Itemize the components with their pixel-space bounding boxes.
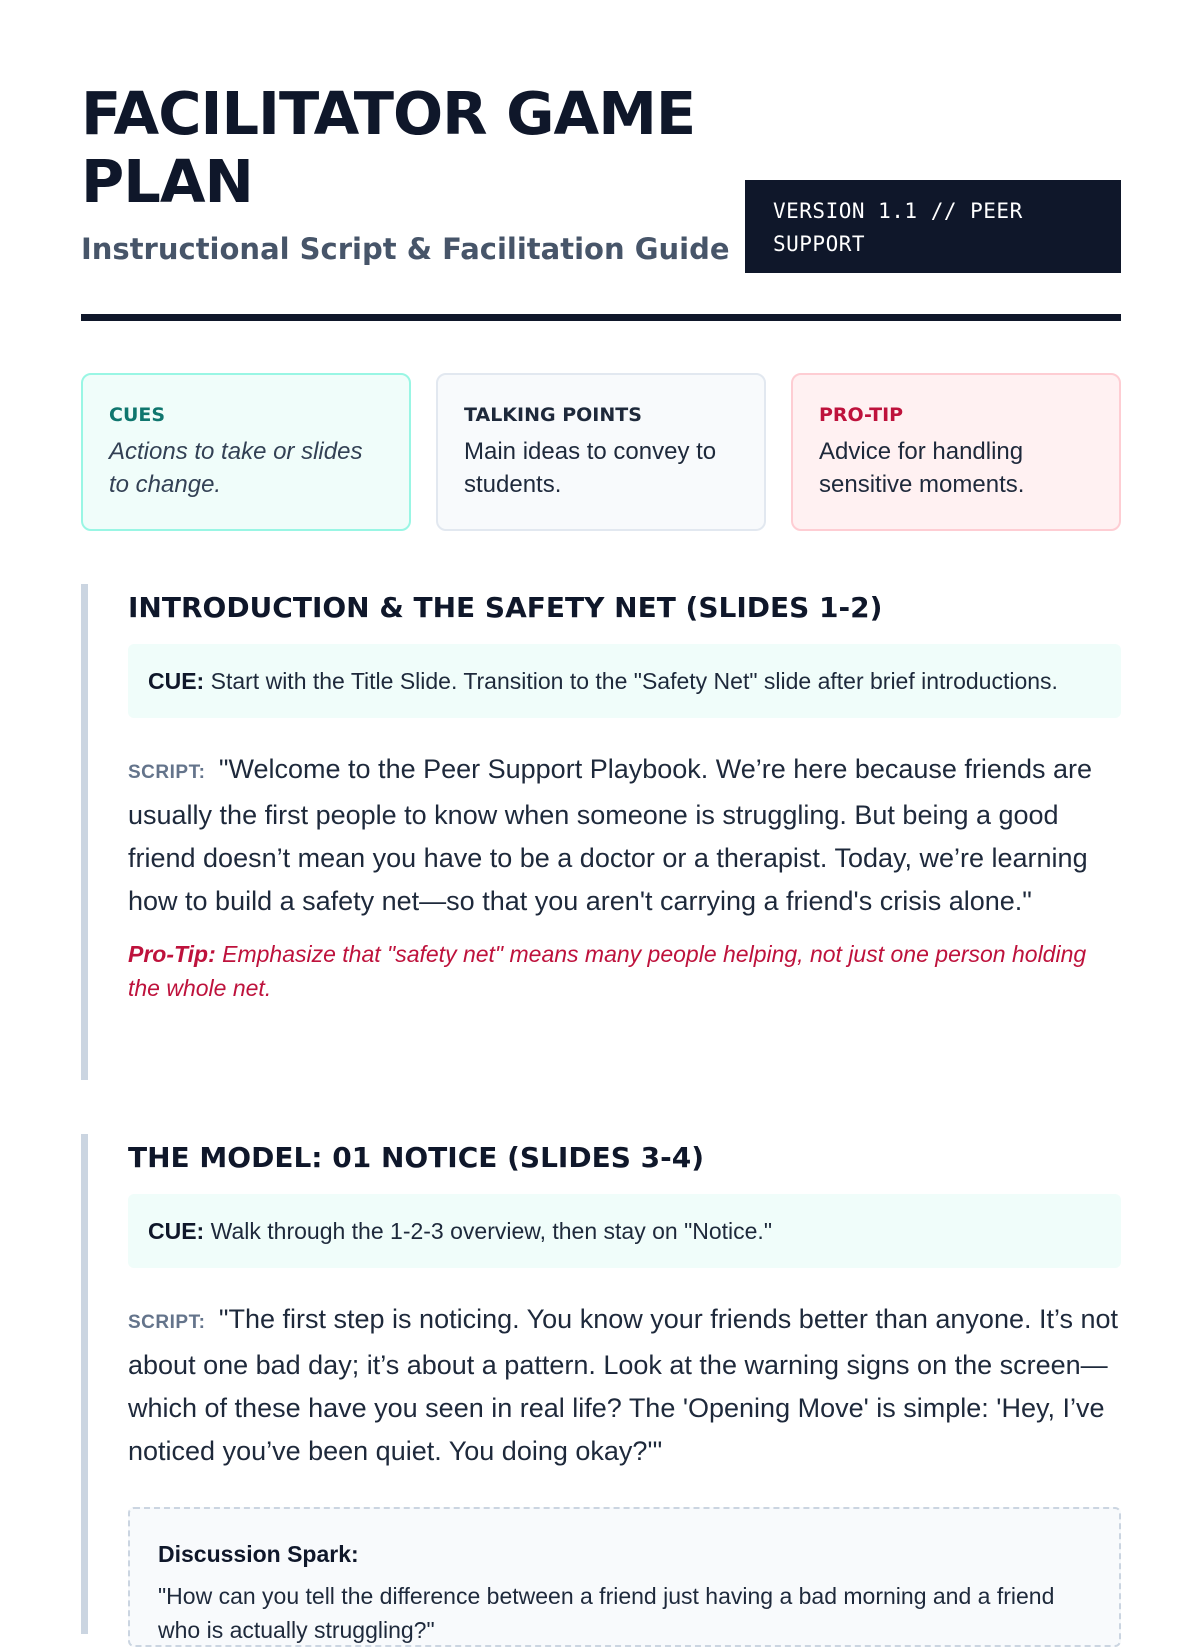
legend-card-cues: [81, 373, 411, 531]
pro-tip-text: Emphasize that "safety net" means many people helping, not just one person holding the whole net.: [128, 941, 1087, 1001]
header-divider: [81, 314, 1121, 321]
pro-tip: [128, 937, 1121, 1005]
pro-tip-label: Pro-Tip:: [128, 941, 216, 967]
section-title: INTRODUCTION & THE SAFETY NET (SLIDES 1-2): [128, 591, 883, 624]
legend-cues-title: CUES: [109, 404, 166, 426]
script-block: [128, 748, 1121, 923]
cue-text: Walk through the 1-2-3 overview, then stay on "Notice.": [210, 1218, 772, 1244]
legend-card-talking-points: [436, 373, 766, 531]
discussion-spark: [128, 1507, 1121, 1647]
discussion-spark-title: Discussion Spark:: [158, 1541, 359, 1567]
legend-cues-description: Actions to take or slides to change.: [109, 438, 363, 498]
script-label: SCRIPT:: [128, 762, 206, 783]
legend-talking-points-title: TALKING POINTS: [464, 404, 642, 426]
legend-talking-points-description: Main ideas to convey to students.: [464, 438, 717, 498]
script-text: "The first step is noticing. You know your friends better than anyone. It’s not about one bad day; it’s about a pattern. Look at the warning signs on the screen—which of these have you seen in real life? The 'Opening Move' is simple: 'Hey, I’ve noticed you’ve been quiet. You doing okay?'": [128, 1304, 1119, 1466]
page: [81, 0, 1121, 1643]
section-title: THE MODEL: 01 NOTICE (SLIDES 3-4): [128, 1141, 705, 1174]
header: [81, 0, 1121, 322]
section-notice: [81, 1134, 1121, 1643]
discussion-spark-text: "How can you tell the difference between a friend just having a bad morning and a friend who is actually struggling?": [158, 1583, 1055, 1643]
legend: [81, 373, 1121, 531]
page-title: FACILITATOR GAME PLAN: [81, 79, 696, 216]
script-label: SCRIPT:: [128, 1312, 206, 1333]
script-block: [128, 1298, 1121, 1473]
script-text: "Welcome to the Peer Support Playbook. We’re here because friends are usually the first people to know when someone is struggling. But being a good friend doesn’t mean you have to be a doctor or a therapist. Today, we’re learning how to build a safety net—so that you aren't carrying a friend's crisis alone.": [128, 754, 1092, 916]
cue-label: CUE:: [148, 668, 205, 694]
legend-card-pro-tip: [791, 373, 1121, 531]
page-subtitle: Instructional Script & Facilitation Guide: [81, 232, 730, 266]
cue-box: [128, 1194, 1121, 1268]
cue-label: CUE:: [148, 1218, 205, 1244]
section-introduction: [81, 584, 1121, 1080]
cue-text: Start with the Title Slide. Transition to the "Safety Net" slide after brief introductions.: [210, 668, 1058, 694]
cue-box: [128, 644, 1121, 718]
legend-pro-tip-title: PRO-TIP: [819, 404, 904, 426]
legend-pro-tip-description: Advice for handling sensitive moments.: [819, 438, 1025, 498]
version-badge: VERSION 1.1 // PEER SUPPORT: [745, 180, 1121, 273]
